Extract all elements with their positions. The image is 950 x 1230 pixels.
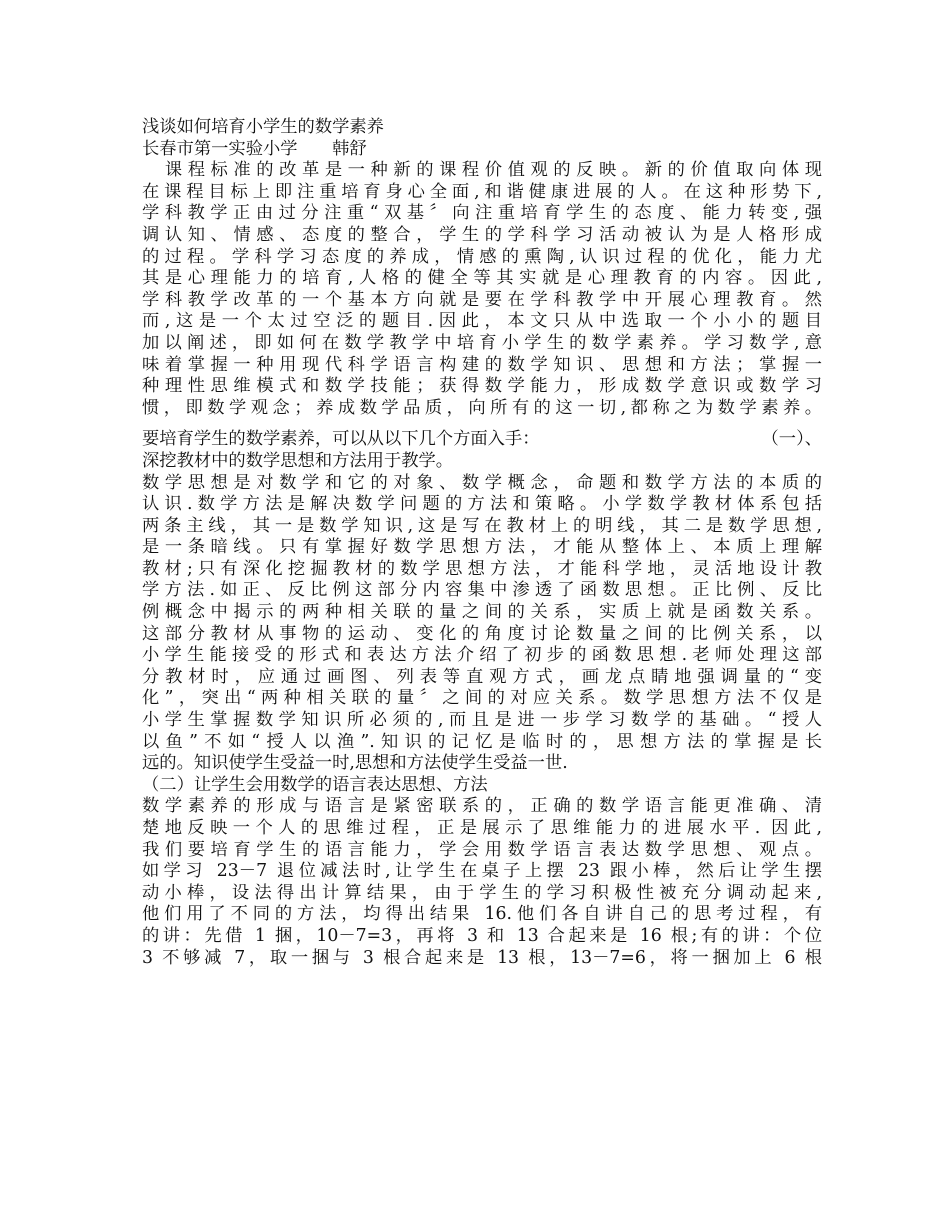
document-title: 浅谈如何培育小学生的数学素养: [142, 117, 384, 137]
text-line: 我们要培育学生的语言能力，学会用数学语言表达数学思想、观点。: [142, 839, 822, 860]
text-line: 种理性思维模式和数学技能；获得数学能力，形成数学意识或数学习: [142, 376, 822, 397]
text-line: 学科教学改革的一个基本方向就是要在学科教学中开展心理教育。然: [142, 289, 822, 310]
text-line: 远的。知识使学生受益一时,思想和方法使学生受益一世.: [142, 753, 568, 774]
text-line: 而,这是一个太过空泛的题目.因此，本文只从中选取一个小小的题目: [142, 311, 822, 332]
text-line: 楚地反映一个人的思维过程，正是展示了思维能力的进展水平. 因此,: [142, 818, 822, 838]
paragraph-section-1: [142, 473, 822, 775]
paragraph-section-2: [142, 796, 822, 969]
text-line: 认识.数学方法是解决数学问题的方法和策略。小学数学教材体系包括: [142, 494, 822, 515]
text-line: 味着掌握一种用现代科学语言构建的数学知识、思想和方法；掌握一: [142, 354, 822, 375]
text-line: 其是心理能力的培育,人格的健全等其实就是心理教育的内容。因此,: [142, 268, 822, 289]
text-line: 惯，即数学观念；养成数学品质，向所有的这一切,都称之为数学素养。: [142, 397, 822, 418]
text-line: 加以阐述，即如何在数学教学中培育小学生的数学素养。学习数学,意: [142, 332, 822, 353]
text-line: 调认知、情感、态度的整合，学生的学科学习活动被认为是人格形成: [142, 224, 822, 245]
text-line: 的过程。学科学习态度的养成，情感的熏陶,认识过程的优化，能力尤: [142, 246, 822, 267]
text-line: 数学思想是对数学和它的对象、数学概念，命题和数学方法的本质的: [142, 472, 822, 493]
text-line: 例概念中揭示的两种相关联的量之间的关系，实质上就是函数关系。: [142, 602, 822, 623]
intro-line: [142, 429, 822, 451]
text-line: 小学生掌握数学知识所必须的,而且是进一步学习数学的基础。“授人: [142, 710, 822, 731]
text-line: 是一条暗线。只有掌握好数学思想方法，才能从整体上、本质上理解: [142, 537, 822, 558]
text-line: 如学习 23－7 退位减法时,让学生在桌子上摆 23 跟小棒，然后让学生摆: [142, 861, 822, 882]
text-line: 两条主线，其一是数学知识,这是写在教材上的明线，其二是数学思想,: [142, 515, 822, 536]
text-line: 的讲：先借 1 捆，10－7=3，再将 3 和 13 合起来是 16 根;有的讲：个位: [142, 925, 822, 946]
text-line: 数学素养的形成与语言是紧密联系的，正确的数学语言能更准确、清: [142, 796, 822, 817]
text-line: 学科教学正由过分注重“双基〞向注重培育学生的态度、能力转变,强: [142, 203, 822, 224]
text-line: 以鱼”不如“授人以渔”.知识的记忆是临时的，思想方法的掌握是长: [142, 731, 822, 752]
text-line: 他们用了不同的方法，均得出结果 16.他们各自讲自己的思考过程，有: [142, 904, 822, 925]
text-line: 分教材时，应通过画图、列表等直观方式，画龙点睛地强调量的“变: [142, 666, 822, 687]
paragraph-gap: [142, 419, 822, 429]
text-line: 动小棒，设法得出计算结果，由于学生的学习积极性被充分调动起来,: [142, 882, 822, 903]
text-line: 课程标准的改革是一种新的课程价值观的反映。新的价值取向体现: [142, 160, 822, 181]
section-number: （一）、: [761, 429, 822, 450]
section-heading-2: （二）让学生会用数学的语言表达思想、方法: [142, 774, 488, 795]
text-line: 3 不够减 7，取一捆与 3 根合起来是 13 根，13－7=6，将一捆加上 6 根: [142, 947, 822, 968]
section-heading-1: 深挖教材中的数学思想和方法用于教学。: [142, 450, 454, 471]
paragraph-intro: [142, 160, 822, 419]
text-line: 这部分教材从事物的运动、变化的角度讨论数量之间的比例关系，以: [142, 623, 822, 644]
intro-text: 要培育学生的数学素养，可以从以下几个方面入手：: [142, 429, 540, 450]
text-line: 教材;只有深化挖掘教材的数学思想方法，才能科学地，灵活地设计教: [142, 558, 822, 579]
document-byline: 长春市第一实验小学 韩舒: [142, 138, 367, 159]
text-line: 小学生能接受的形式和表达方法介绍了初步的函数思想.老师处理这部: [142, 645, 822, 666]
text-line: 化”，突出“两种相关联的量〞之间的对应关系。数学思想方法不仅是: [142, 688, 822, 709]
document-page: [142, 117, 822, 969]
text-line: 在课程目标上即注重培育身心全面,和谐健康进展的人。在这种形势下,: [142, 181, 822, 202]
text-line: 学方法.如正、反比例这部分内容集中渗透了函数思想。正比例、反比: [142, 580, 822, 601]
